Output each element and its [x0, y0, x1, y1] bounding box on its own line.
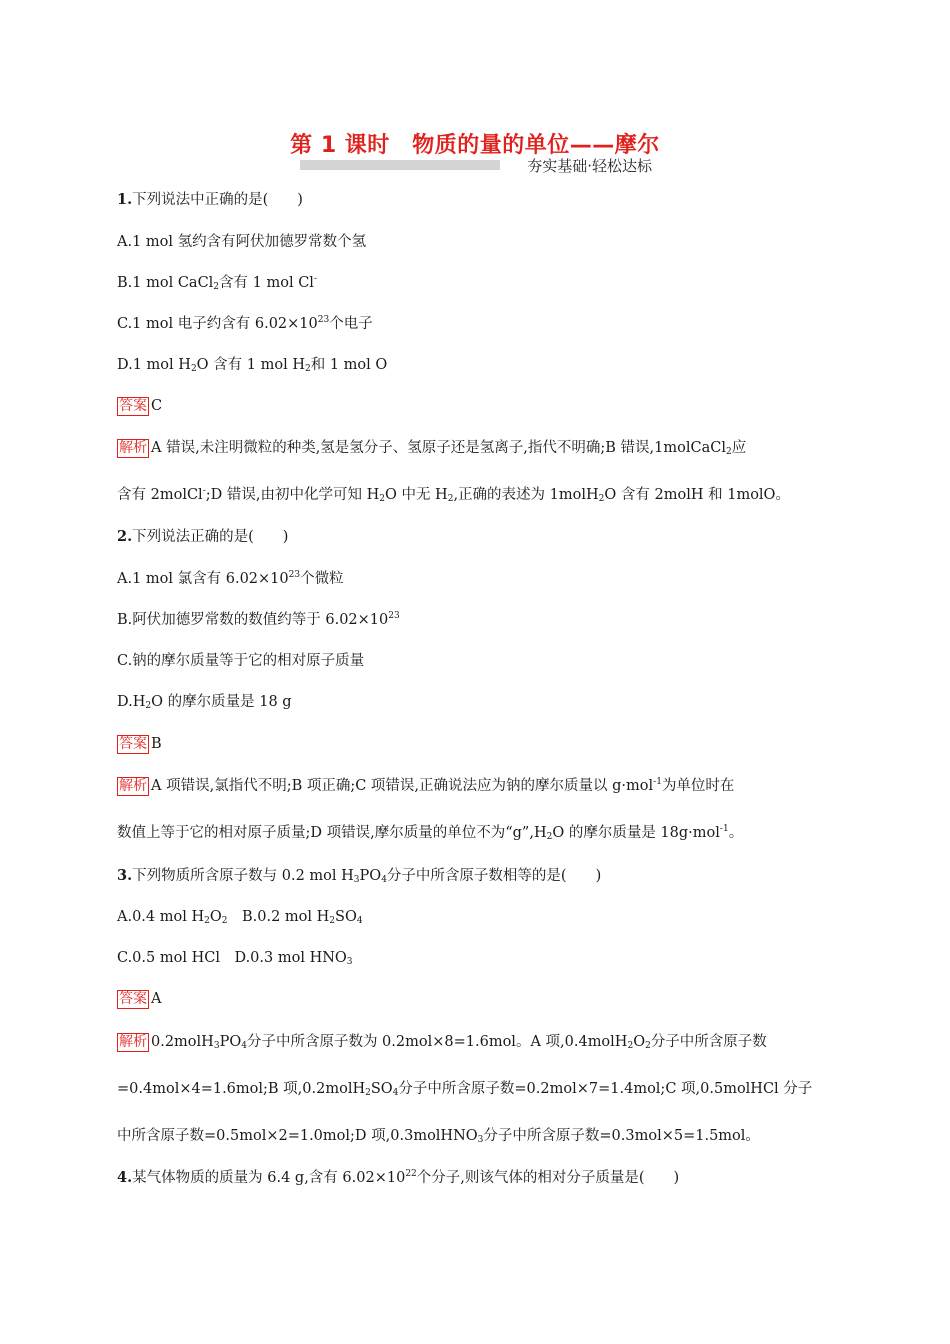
question-4-stem: 4.某气体物质的质量为 6.4 g,含有 $6.02\times 10^{22}$个分子,则该气体的相对分子质量是( ) [117, 1169, 680, 1186]
section-subtitle: 夯实基础·轻松达标 [527, 157, 652, 175]
question-3-analysis-line-2: =0.4mol×4=1.6mol;B 项$,0.2molH_2SO_4$分子中所含原子数=0.2mol×7=1.4mol;C 项,0.5molHCl 分子 [117, 1081, 813, 1098]
question-1-option-d: D.1 mol $H_2O$ 含有 1 mol $H_2$和 1 mol O [117, 357, 388, 374]
question-number: 4. [117, 1169, 133, 1186]
section-header [300, 158, 652, 176]
question-1-analysis-line-2: 含有 2molCl-;D 错误,由初中化学可知 $H_2O$ 中无 $H_2$,正确的表述为 1molH$_2$O 含有 2molH 和 1molO。 [117, 486, 790, 504]
question-2-option-d: $D.H_2O$ 的摩尔质量是 18 g [117, 694, 292, 711]
question-3-stem: 3.下列物质所含原子数与 0.2 mol $H_3PO_4$分子中所含原子数相等的是( ) [117, 867, 602, 885]
answer-tag: 答案 [119, 398, 147, 414]
section-header-bar [300, 160, 500, 170]
question-2-answer: 答案 B [119, 736, 162, 752]
question-3-options-cd: C.0.5 mol HCl D.0.3 mol $HNO_3$ [117, 950, 353, 967]
answer-tag: 答案 [119, 991, 147, 1007]
lesson-title: 第 1 课时 物质的量的单位——摩尔 [290, 133, 660, 158]
question-3-options-ab: A.0.4 mol $H_2O_2$ B.0.2 mol $H_2SO_4$ [117, 909, 363, 926]
question-2-analysis-line-1: 解析 A 项错误,氯指代不明;B 项正确;C 项错误,正确说法应为钠的摩尔质量以 g·mol$^{-1}$为单位时在 [119, 777, 735, 794]
question-number: 2. [117, 528, 133, 545]
question-number: 3. [117, 867, 133, 884]
question-1-option-b: B.1 mol CaCl$_2$含有 1 mol Cl- [117, 274, 317, 292]
question-3-analysis-line-3: 中所含原子数=0.5mol×2=1.0mol;D 项,0.3molHNO$_3$分子中所含原子数=0.3mol×5=1.5mol。 [117, 1128, 760, 1145]
analysis-tag: 解析 [119, 1034, 147, 1050]
question-1-option-a: A.1 mol 氢约含有阿伏加德罗常数个氢 [117, 234, 367, 250]
question-2-option-a: A.1 mol 氯含有 $6.02\times 10^{23}$个微粒 [117, 570, 344, 587]
question-3-analysis-line-1: 解析 $0.2molH_3PO_4$分子中所含原子数为 0.2mol×8=1.6mol。A 项$,0.4molH_2O_2$分子中所含原子数 [119, 1034, 767, 1051]
question-1-answer: 答案 C [119, 398, 163, 414]
question-2-analysis-line-2: 数值上等于它的相对原子质量;D 项错误,摩尔质量的单位不为“$g”,H_2O$ 的摩尔质量是 18g·mol$^{-1}$。 [117, 824, 744, 842]
question-2-option-b: B.阿伏加德罗常数的数值约等于 $6.02\times 10^{23}$ [117, 611, 400, 628]
question-number: 1. [117, 191, 133, 208]
question-1-analysis-line-1: 解析 A 错误,未注明微粒的种类,氢是氢分子、氢原子还是氢离子,指代不明确;B 错误,1molCaCl$_2$应 [119, 440, 747, 457]
question-3-answer: 答案 A [119, 991, 162, 1007]
analysis-tag: 解析 [119, 440, 147, 456]
answer-tag: 答案 [119, 736, 147, 752]
question-1-stem: 1.下列说法中正确的是( ) [117, 191, 303, 208]
question-2-option-c: C.钠的摩尔质量等于它的相对原子质量 [117, 653, 365, 669]
analysis-tag: 解析 [119, 778, 147, 794]
question-1-option-c: C.1 mol 电子约含有 $6.02\times 10^{23}$个电子 [117, 315, 373, 332]
question-2-stem: 2.下列说法正确的是( ) [117, 528, 289, 545]
